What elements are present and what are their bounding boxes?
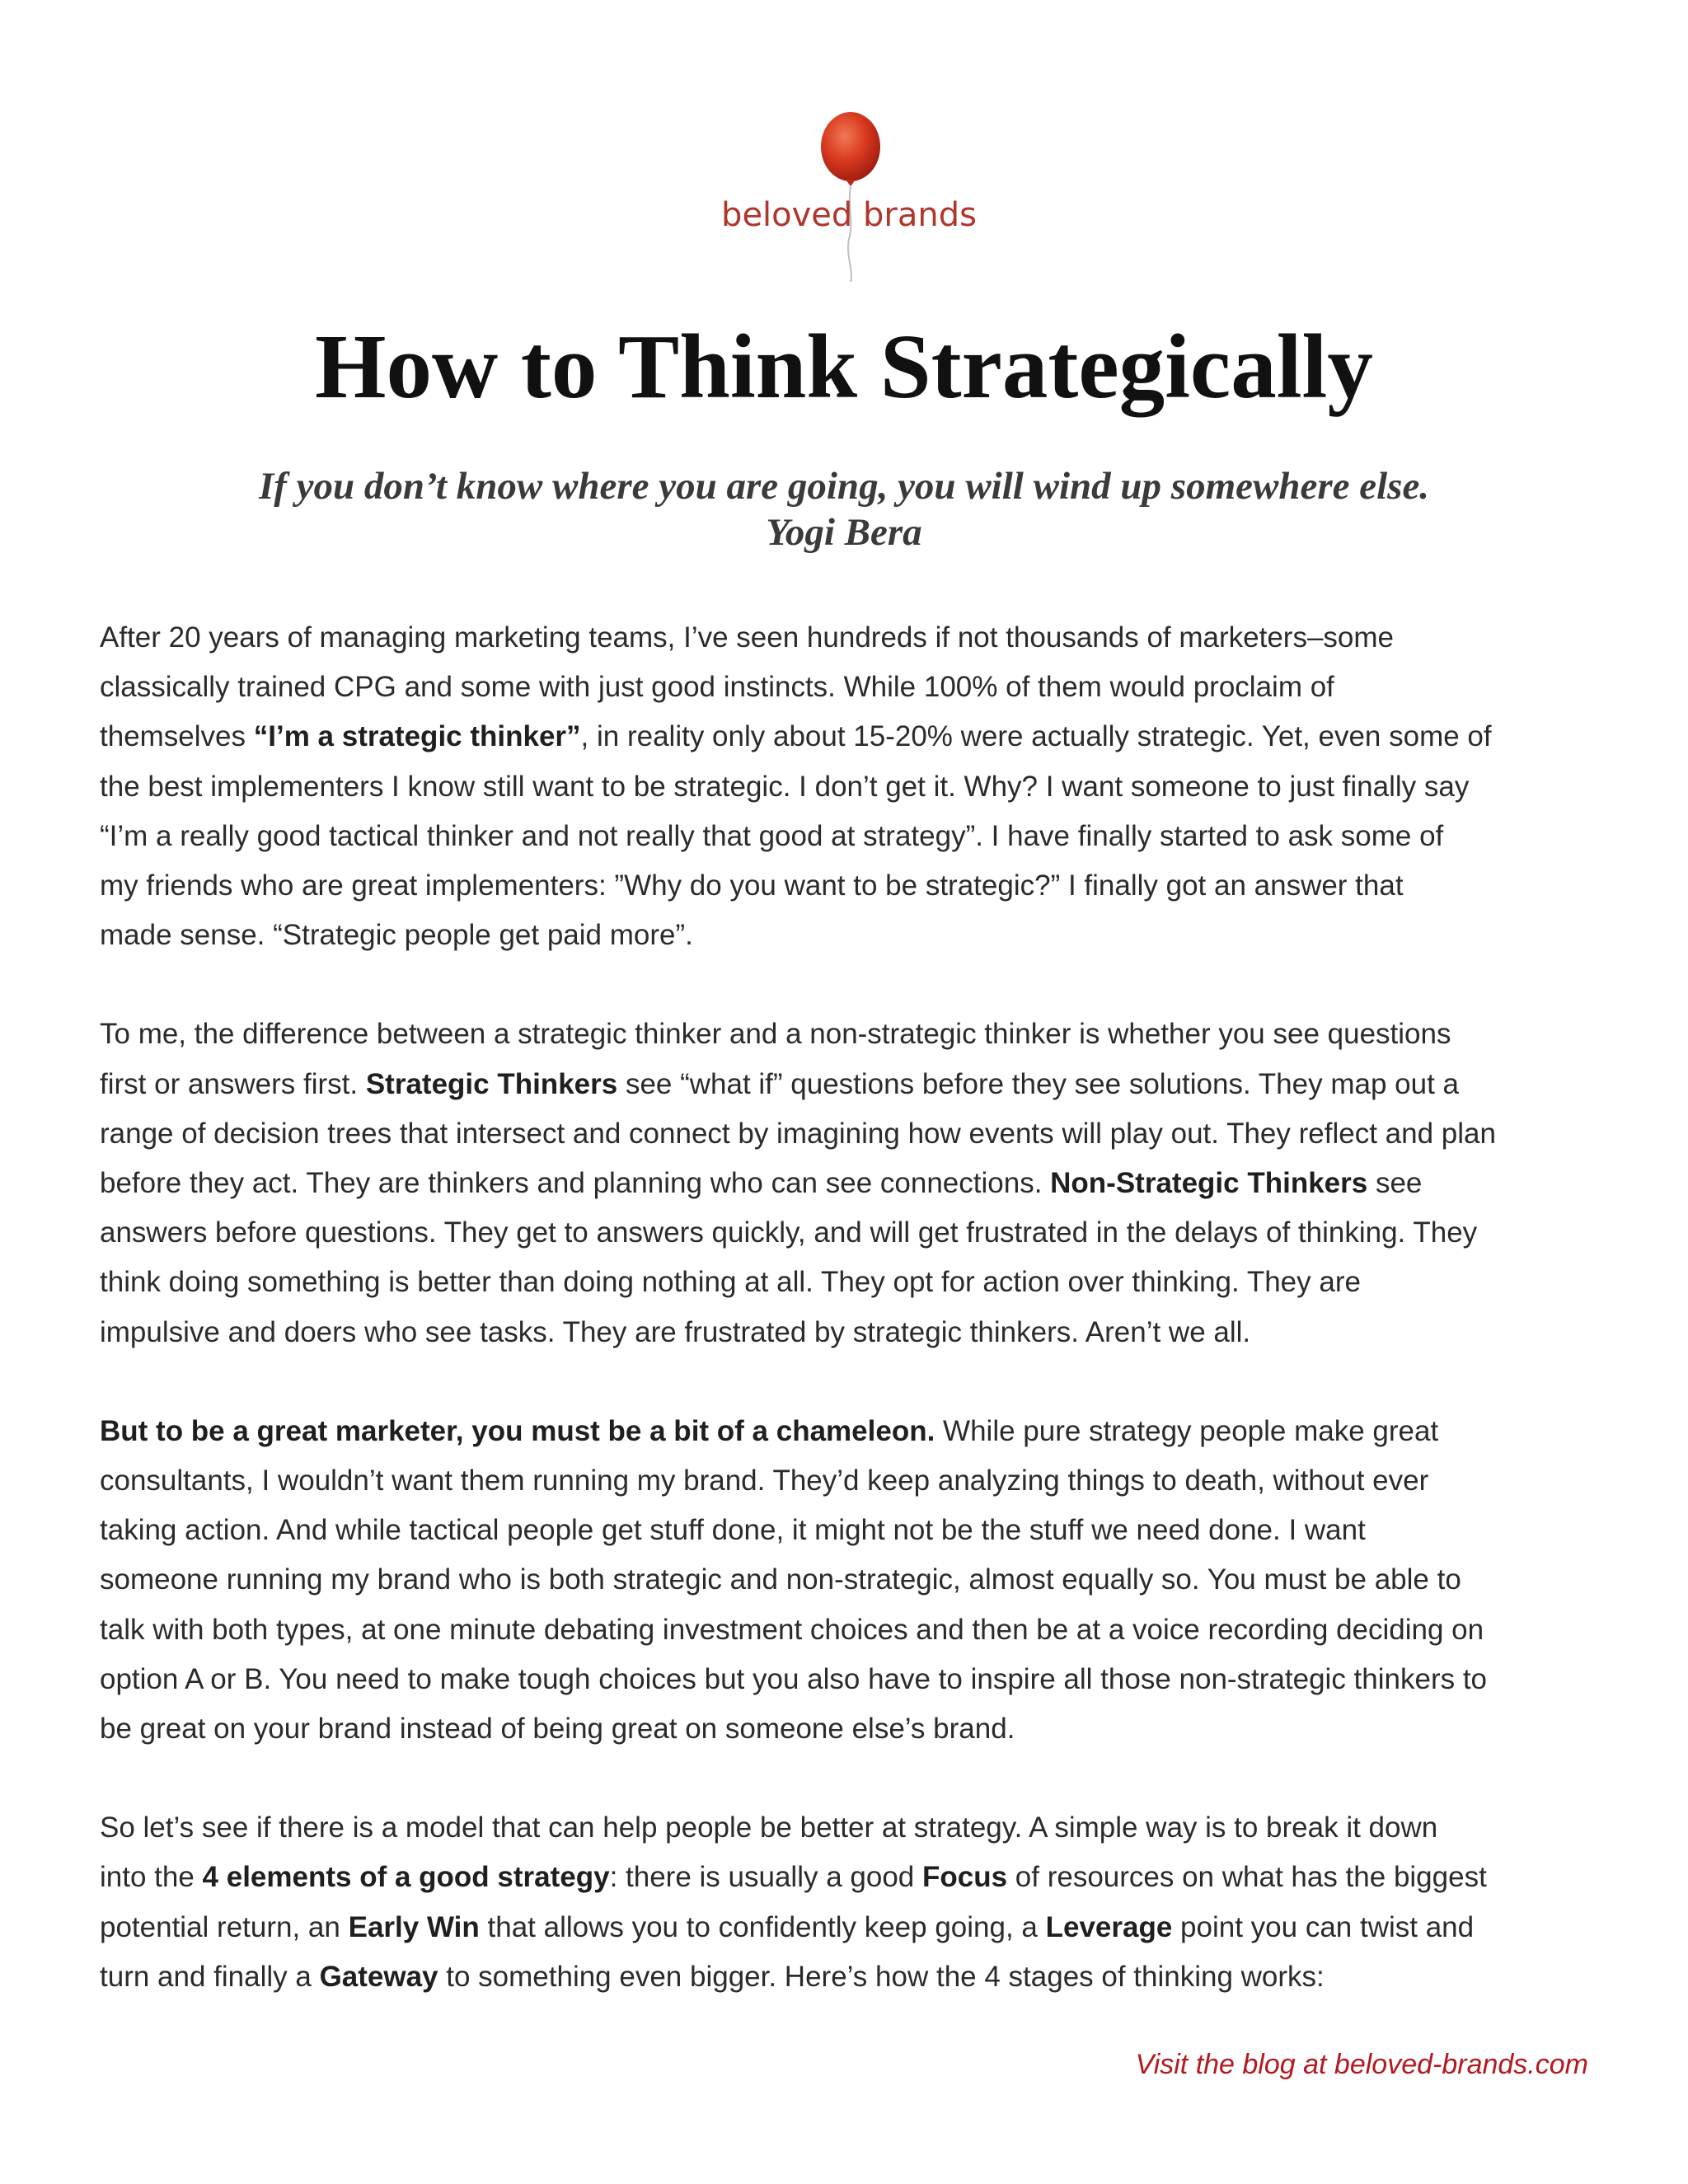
blog-link[interactable]: Visit the blog at beloved-brands.com <box>1135 2049 1588 2080</box>
logo-text: beloved brands <box>721 196 977 234</box>
text-line: After 20 years of managing marketing teams, I’ve seen hundreds if not thousands of marketers–some <box>100 621 1394 654</box>
text-line: first or answers first. Strategic Thinkers see “what if” questions before they see solutions. They map out a <box>100 1067 1459 1100</box>
emphasis-text: Strategic Thinkers <box>365 1067 618 1100</box>
text-line: made sense. “Strategic people get paid more”. <box>100 919 693 952</box>
text-line: think doing something is better than doing nothing at all. They opt for action over thinking. They are <box>100 1266 1361 1299</box>
article-body <box>100 613 1600 2051</box>
text-line: “I’m a really good tactical thinker and not really that good at strategy”. I have finally started to ask some of <box>100 819 1444 852</box>
paragraph-1 <box>100 613 1600 960</box>
emphasis-text: But to be a great marketer, you must be a bit of a chameleon. <box>100 1414 935 1447</box>
paragraph-3 <box>100 1407 1600 1754</box>
text-line: To me, the difference between a strategic thinker and a non-strategic thinker is whether you see questions <box>100 1018 1451 1051</box>
text-line: classically trained CPG and some with just good instincts. While 100% of them would proclaim of <box>100 671 1334 704</box>
emphasis-text: Gateway <box>319 1960 438 1993</box>
text-line: the best implementers I know still want to be strategic. I don’t get it. Why? I want someone to just finally say <box>100 770 1470 803</box>
emphasis-text: 4 elements of a good strategy <box>202 1861 610 1894</box>
emphasis-text: Non-Strategic Thinkers <box>1050 1167 1368 1200</box>
text-line: themselves “I’m a strategic thinker”, in reality only about 15-20% were actually strategic. Yet, even some of <box>100 720 1492 753</box>
text-line: answers before questions. They get to answers quickly, and will get frustrated in the delays of thinking. They <box>100 1216 1478 1249</box>
text-line: turn and finally a Gateway to something even bigger. Here’s how the 4 stages of thinking works: <box>100 1960 1325 1993</box>
paragraph-4 <box>100 1803 1600 2002</box>
paragraph-2 <box>100 1010 1600 1357</box>
text-line: talk with both types, at one minute debating investment choices and then be at a voice recording deciding on <box>100 1613 1484 1646</box>
text-line: So let’s see if there is a model that can help people be better at strategy. A simple way is to break it down <box>100 1811 1438 1844</box>
text-line: impulsive and doers who see tasks. They are frustrated by strategic thinkers. Aren’t we all. <box>100 1315 1251 1348</box>
text-line: someone running my brand who is both strategic and non-strategic, almost equally so. You must be able to <box>100 1563 1461 1596</box>
text-line: consultants, I wouldn’t want them running my brand. They’d keep analyzing things to death, without ever <box>100 1465 1429 1497</box>
text-line: into the 4 elements of a good strategy: there is usually a good Focus of resources on what has the biggest <box>100 1861 1487 1894</box>
emphasis-text: Focus <box>921 1861 1008 1894</box>
text-line: be great on your brand instead of being great on someone else’s brand. <box>100 1713 1015 1746</box>
quote-author: Yogi Bera <box>766 511 922 554</box>
text-line: taking action. And while tactical people get stuff done, it might not be the stuff we need done. I want <box>100 1514 1366 1547</box>
emphasis-text: “I’m a strategic thinker” <box>253 720 581 753</box>
text-line: my friends who are great implementers: ”Why do you want to be strategic?” I finally got an answer that <box>100 869 1404 902</box>
page-title: How to Think Strategically <box>315 316 1373 418</box>
epigraph-quote <box>0 463 1688 555</box>
brand-logo <box>709 107 989 297</box>
text-line: But to be a great marketer, you must be a bit of a chameleon. While pure strategy people make great <box>100 1414 1439 1447</box>
text-line: potential return, an Early Win that allows you to confidently keep going, a Leverage point you can twist and <box>100 1910 1475 1943</box>
text-line: option A or B. You need to make tough choices but you also have to inspire all those non-strategic thinkers to <box>100 1662 1488 1695</box>
text-line: before they act. They are thinkers and planning who can see connections. Non-Strategic Thinkers see <box>100 1167 1423 1200</box>
emphasis-text: Leverage <box>1045 1910 1173 1943</box>
emphasis-text: Early Win <box>348 1910 480 1943</box>
text-line: range of decision trees that intersect and connect by imagining how events will play out. They reflect and plan <box>100 1117 1496 1150</box>
quote-text: If you don’t know where you are going, you will wind up somewhere else. <box>258 465 1430 508</box>
